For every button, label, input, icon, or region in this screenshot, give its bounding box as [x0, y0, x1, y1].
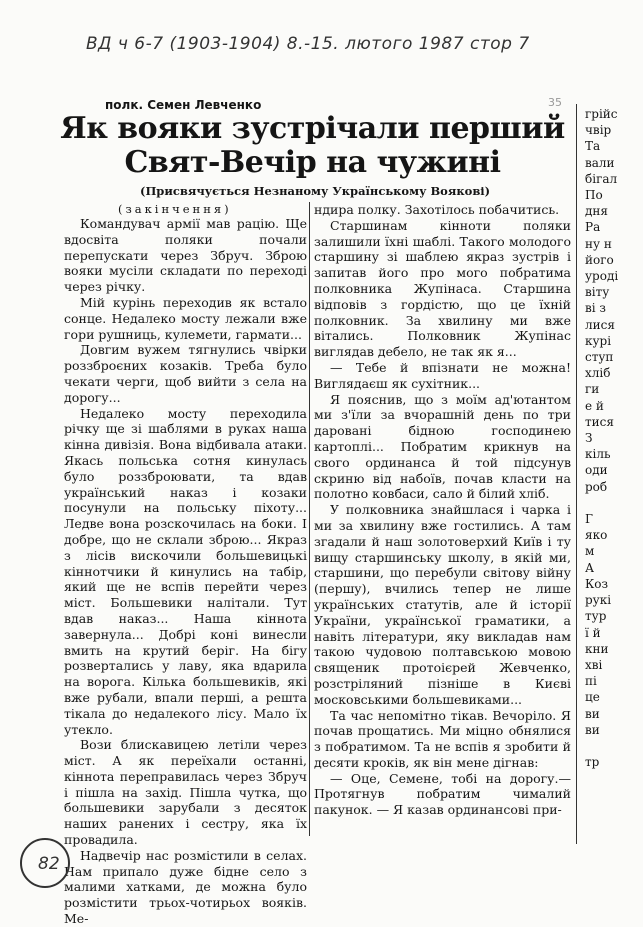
paragraph: Мій курінь переходив як встало сонце. Недалеко мосту лежали вже гори рушниць, кулемети, гармати...	[64, 294, 307, 342]
column-divider	[576, 104, 577, 844]
column3-fragment: віту	[585, 285, 610, 300]
column3-fragment: тися	[585, 414, 614, 429]
paragraph: — Тебе й впізнати не можна! Виглядаєш як сухітник...	[314, 359, 571, 391]
column3-fragment: яко	[585, 528, 608, 543]
article-column-1	[64, 216, 307, 927]
paragraph: ндира полку. Захотілось побачитись.	[314, 202, 560, 217]
column3-fragment: Та	[585, 139, 601, 154]
column3-fragment: пі	[585, 674, 597, 689]
column3-fragment: дня	[585, 204, 608, 219]
handwritten-page-number: 82	[38, 854, 60, 874]
column3-fragment	[585, 819, 643, 835]
column3-fragment: м	[585, 544, 595, 559]
column3-fragment: ви	[585, 706, 600, 721]
column3-fragment	[585, 770, 643, 786]
column3-fragment: кни	[585, 641, 609, 656]
column3-fragment: ви	[585, 722, 600, 737]
column3-fragment: тр	[585, 755, 600, 770]
handwritten-archive-note: ВД ч 6-7 (1903-1904) 8.-15. лютого 1987 стор 7	[86, 34, 530, 54]
column3-fragment	[585, 495, 643, 511]
paragraph: — Оце, Семене, тобі на дорогу.— Протягнув побратим чималий пакунок. — Я казав ординансові при-	[314, 770, 571, 818]
column3-fragment: роб	[585, 479, 608, 494]
column3-fragment	[585, 851, 643, 867]
faint-stamp-number: 35	[548, 96, 562, 109]
paragraph: Командувач армії мав рацію. Ще вдосвіта поляки почали перепускати через Збруч. Зброю вояки мусіли складати по переході через річку.	[64, 216, 307, 295]
paragraph: Та час непомітно тікав. Вечоріло. Я почав прощатись. Ми міцно обнялися з побратимом. Та не вспів я зробити й десяти кроків, як він мене дігнав:	[314, 707, 571, 770]
column3-fragment: уроді	[585, 269, 619, 284]
column3-fragment: хві	[585, 657, 603, 672]
column3-fragment: е й	[585, 398, 604, 413]
column3-fragment: Ра	[585, 220, 601, 235]
column3-fragment: вали	[585, 155, 615, 170]
column3-fragment: ві з	[585, 301, 606, 316]
column3-fragment: ступ	[585, 350, 614, 365]
article-author: полк. Семен Левченко	[105, 98, 262, 112]
column3-fragment: ї й	[585, 625, 601, 640]
article-title: Як вояки зустрічали перший Свят-Вечір на чужині	[60, 111, 565, 180]
column3-fragment: Коз	[585, 576, 609, 591]
column3-fragment: рукі	[585, 593, 612, 608]
column3-fragment	[585, 835, 643, 851]
column3-fragment: кіль	[585, 447, 611, 462]
column3-fragment: хліб	[585, 366, 611, 381]
column3-fragment: лися	[585, 317, 615, 332]
column3-fragment: По	[585, 188, 603, 203]
paragraph: Старшинам кінноти поляки залишили їхні шаблі. Такого молодого старшину зі шаблею якраз зустрів і запитав його про мого побратима полковника Жупінаса. Старшина відповів з гордістю, що це їхній полковник. За хвилину ми вже вітались. Полковник Жупінас виглядав дебело, не так як я...	[314, 217, 571, 360]
column-divider	[309, 202, 310, 836]
column3-fragment: чвір	[585, 123, 612, 138]
column3-fragment: тур	[585, 609, 607, 624]
column3-fragment	[585, 787, 643, 803]
paragraph: Недалеко мосту переходила річку ще зі шаблями в руках наша кінна дивізія. Вона відбивала атаки. Якась польська сотня кинулась було роззброювати, та вдав український наказ і козаки посунули на польську піхоту... Ледве вона розскочилась на боки. І добре, що не склали зброю... Якраз з лісів вискочили большевицькі кіннотчики й кинулись на табір, який ще не вспів перейти через міст. Большевики налітали. Тут вдав наказ... Наша кіннота завернула... Добрі коні винесли вмить на крутий беріг. На бігу розвертались у лаву, яка вдарила на ворога. Кілька большевиків, які вже рубали, впали перші, а решта тікала до недалекого лісу. Мало їх утекло.	[64, 405, 307, 737]
column3-fragment: це	[585, 690, 600, 705]
column3-fragment: Г	[585, 512, 593, 527]
column3-fragment: курі	[585, 333, 612, 348]
column3-fragment: ну н	[585, 236, 612, 251]
paragraph: Надвечір нас розмістили в селах. Нам припало дуже бідне село з малими хатками, де можна було розмістити трьох-чотирьох вояків. Ме-	[64, 847, 307, 927]
column3-fragment: оди	[585, 463, 608, 478]
column3-fragment	[585, 803, 643, 819]
article-dedication: (Присвячується Незнаному Українському Воякові)	[140, 184, 491, 198]
column3-fragment: З	[585, 431, 593, 446]
column3-fragment: його	[585, 252, 614, 267]
continuation-label: (закінчення)	[118, 202, 232, 216]
cropped-neighbor-column	[585, 106, 643, 868]
paragraph: У полковника знайшлася і чарка і ми за хвилину вже гостились. А там згадали й наш золотоверхий Київ і ту вищу старшинську школу, в якій ми, старшини, що перебули світову війну (першу), вчились тепер не лише українських статутів, але й історії України, української граматики, а навіть літератури, яку викладав нам такою чудовою полтавською мовою священик протоієрей Жевченко, розстріляний пізніше в Києві московськими большевиками...	[314, 502, 571, 707]
column3-fragment	[585, 738, 643, 754]
paragraph: Довгим вужем тягнулись чвірки роззброєних козаків. Треба було чекати черги, щоб вийти з села на дорогу...	[64, 342, 307, 405]
paragraph: Вози блискавицею летіли через міст. А як переїхали останні, кіннота переправилась через Збруч і пішла на захід. Пішла чутка, що большевики зарубали з десяток наших ранених і сестру, яка їх провадила.	[64, 737, 307, 848]
column3-fragment: А	[585, 560, 595, 575]
article-column-2	[314, 202, 571, 818]
paragraph: Я пояснив, що з моїм ад'ютантом ми з'їли за вчорашній день по три даровані бідною господинею картоплі... Побратим крикнув на свого ординанса й той підсунув скриню від набоїв, почав класти на полотно ковбаси, сало й білий хліб.	[314, 391, 571, 502]
column3-fragment: грійс	[585, 107, 618, 121]
column3-fragment: бігал	[585, 171, 618, 186]
column3-fragment: ги	[585, 382, 600, 397]
